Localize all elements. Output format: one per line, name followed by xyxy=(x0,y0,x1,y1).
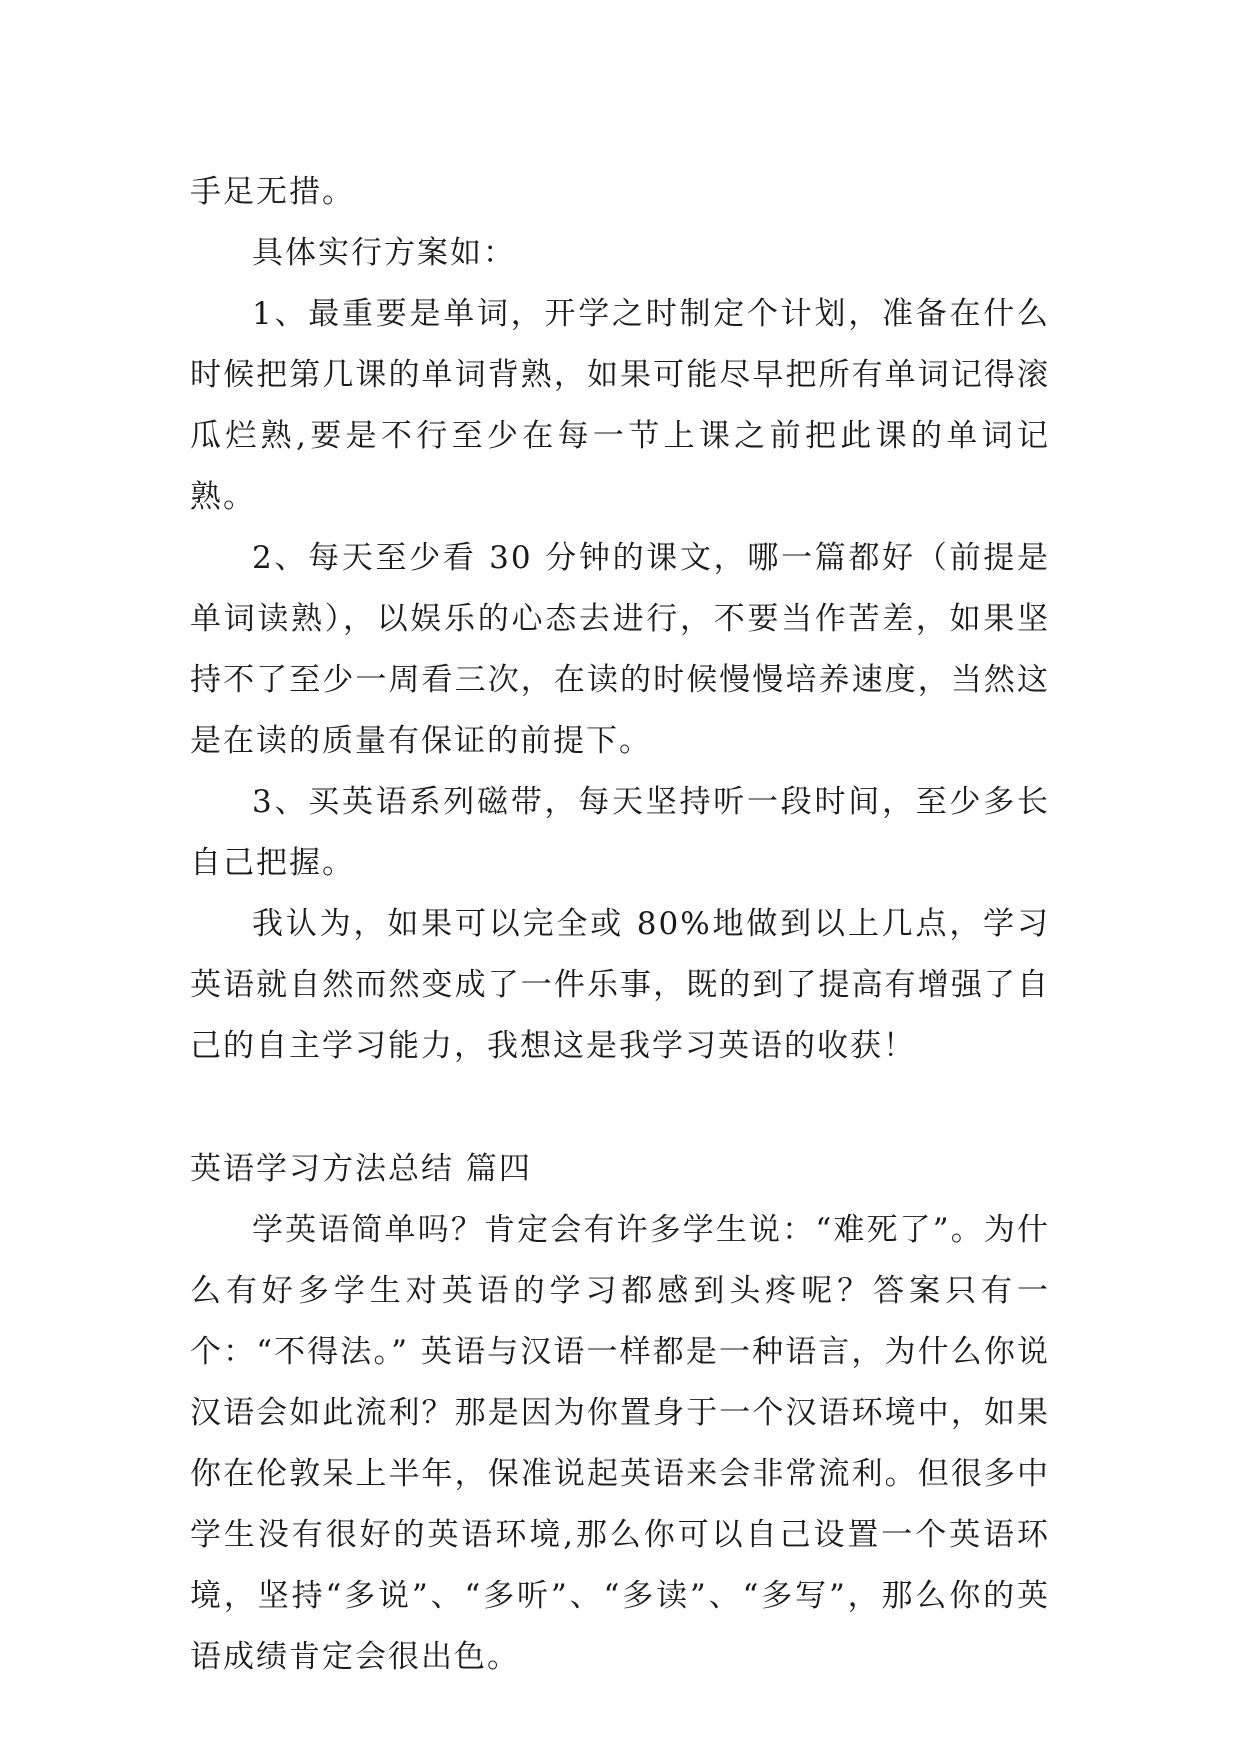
paragraph-point-2: 2、每天至少看 30 分钟的课文，哪一篇都好（前提是单词读熟），以娱乐的心态去进行，不要当作苦差，如果坚持不了至少一周看三次，在读的时候慢慢培养速度，当然这是在读的质量有保证的前提下。 xyxy=(190,540,1050,759)
paragraph-continuation: 手足无措。 xyxy=(190,174,355,210)
paragraph-section-body: 学英语简单吗？肯定会有许多学生说：“难死了”。为什么有好多学生对英语的学习都感到头疼呢？答案只有一个：“不得法。” 英语与汉语一样都是一种语言，为什么你说汉语会如此流利？那是因为你置身于一个汉语环境中，如果你在伦敦呆上半年，保准说起英语来会非常流利。但很多中学生没有很好的英语环境,那么你可以自己设置一个英语环境，坚持“多说”、“多听”、“多读”、“多写”，那么你的英语成绩肯定会很出色。 xyxy=(190,1212,1050,1675)
paragraph-plan-intro: 具体实行方案如： xyxy=(252,235,516,271)
section-heading: 英语学习方法总结 篇四 xyxy=(190,1151,532,1187)
paragraph-conclusion: 我认为，如果可以完全或 80%地做到以上几点，学习英语就自然而然变成了一件乐事，既的到了提高有增强了自己的自主学习能力，我想这是我学习英语的收获！ xyxy=(190,906,1050,1064)
section-spacer xyxy=(190,1077,1050,1139)
document-body xyxy=(190,162,1050,1688)
paragraph-point-1: 1、最重要是单词，开学之时制定个计划，准备在什么时候把第几课的单词背熟，如果可能尽早把所有单词记得滚瓜烂熟,要是不行至少在每一节上课之前把此课的单词记熟。 xyxy=(190,296,1050,515)
paragraph-point-3: 3、买英语系列磁带，每天坚持听一段时间，至少多长自己把握。 xyxy=(190,784,1050,881)
